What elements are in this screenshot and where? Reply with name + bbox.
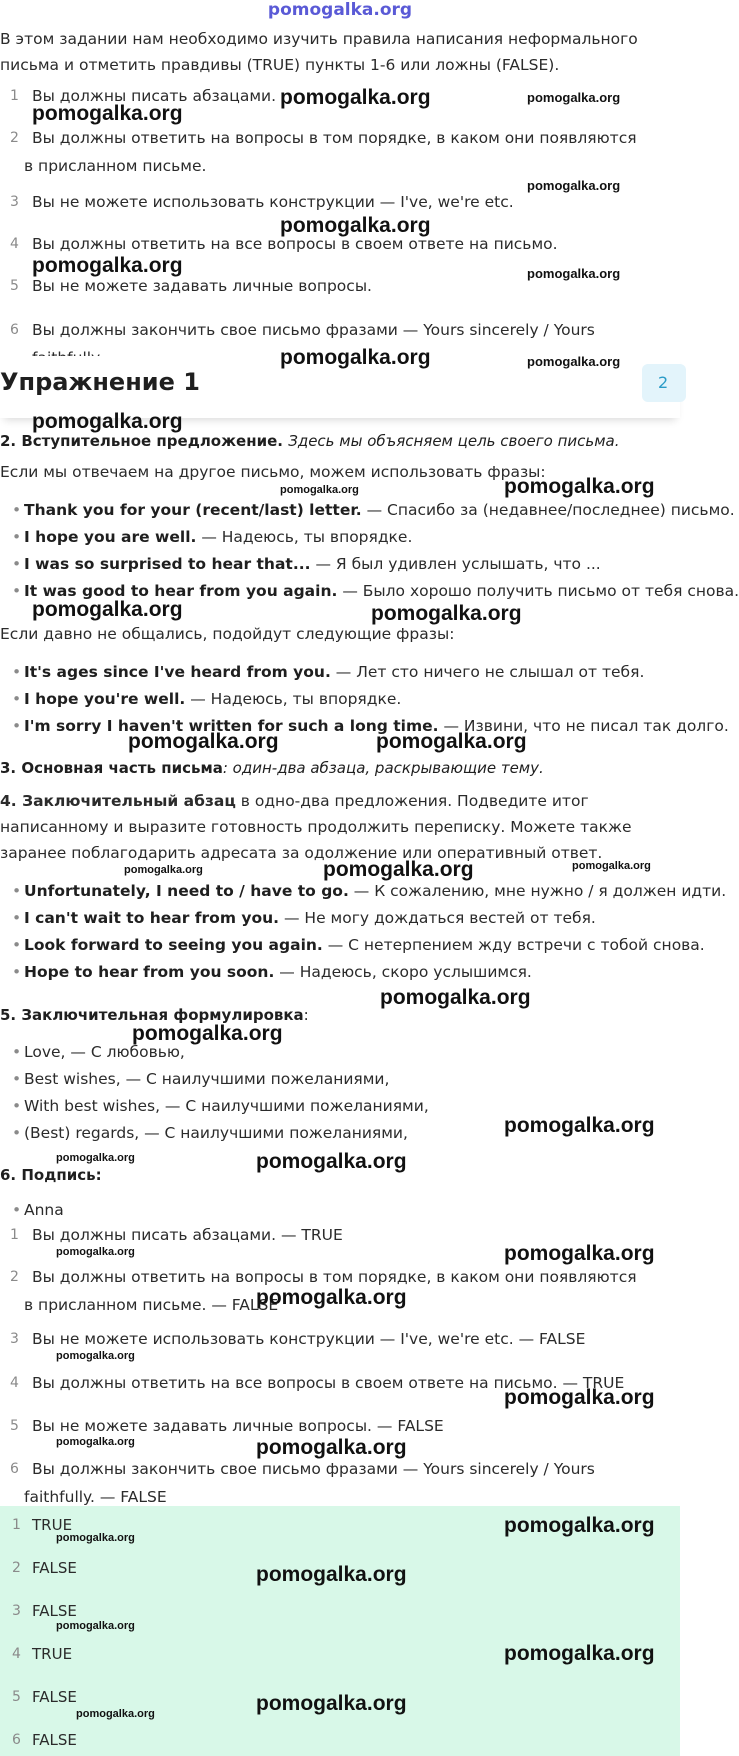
- phrase-en: Look forward to seeing you again.: [24, 936, 323, 954]
- phrase-en: Thank you for your (recent/last) letter.: [24, 501, 362, 519]
- exercise-title: Упражнение 1: [0, 368, 200, 396]
- watermark: pomogalka.org: [527, 178, 621, 193]
- section-5-colon: :: [303, 1006, 309, 1024]
- phrase-ru: — Спасибо за (недавнее/последнее) письмо.: [366, 501, 735, 519]
- sign-off: With best wishes, — С наилучшими пожеланиями,: [24, 1097, 429, 1115]
- bullet-icon: •: [12, 582, 22, 600]
- phrase-en: I can't wait to hear from you.: [24, 909, 280, 927]
- statement-number: 1: [10, 88, 19, 104]
- phrase-ru: — Лет сто ничего не слышал от тебя.: [335, 663, 645, 681]
- bullet-icon: •: [12, 882, 22, 900]
- phrase-en: Unfortunately, I need to / have to go.: [24, 882, 349, 900]
- phrase-en: I'm sorry I haven't written for such a long time.: [24, 717, 439, 735]
- bullet-icon: •: [12, 663, 22, 681]
- watermark: pomogalka.org: [76, 1708, 155, 1720]
- answer-value: FALSE: [32, 1602, 77, 1620]
- watermark: pomogalka.org: [504, 1386, 655, 1409]
- bullet-icon: •: [12, 690, 22, 708]
- watermark: pomogalka.org: [504, 1514, 655, 1537]
- watermark: pomogalka.org: [323, 858, 474, 881]
- watermark: pomogalka.org: [32, 254, 183, 277]
- statement-text: Вы должны закончить свое письмо фразами — Yours sincerely / Yours: [32, 321, 595, 339]
- watermark: pomogalka.org: [376, 730, 527, 753]
- statement-text: Вы должны закончить свое письмо фразами — Yours sincerely / Yours faithfully. — FALSE: [24, 1460, 595, 1506]
- sign-off: Best wishes, — С наилучшими пожеланиями,: [24, 1070, 390, 1088]
- phrase-en: I hope you're well.: [24, 690, 186, 708]
- phrase-en: I hope you are well.: [24, 528, 197, 546]
- bullet-icon: •: [12, 936, 22, 954]
- bullet-icon: •: [12, 909, 22, 927]
- phrase-en: It's ages since I've heard from you.: [24, 663, 331, 681]
- bullet-icon: •: [12, 717, 22, 735]
- watermark: pomogalka.org: [56, 1350, 135, 1362]
- watermark: pomogalka.org: [371, 602, 522, 625]
- bullet-icon: •: [12, 555, 22, 573]
- phrase-en: Hope to hear from you soon.: [24, 963, 275, 981]
- watermark: pomogalka.org: [504, 1114, 655, 1137]
- watermark: pomogalka.org: [280, 214, 431, 237]
- watermark: pomogalka.org: [572, 860, 651, 872]
- answer-value: FALSE: [32, 1731, 77, 1749]
- statement-text: Вы должны писать абзацами. — TRUE: [32, 1226, 343, 1244]
- statement-number: 3: [10, 1331, 19, 1347]
- bullet-icon: •: [12, 1097, 22, 1115]
- answer-number: 5: [12, 1689, 21, 1705]
- bullet-icon: •: [12, 1201, 22, 1219]
- signature: Anna: [24, 1201, 64, 1219]
- section-3-heading: 3. Основная часть письма: [0, 759, 223, 777]
- phrase-en: It was good to hear from you again.: [24, 582, 338, 600]
- watermark: pomogalka.org: [280, 346, 431, 369]
- watermark: pomogalka.org: [527, 90, 621, 105]
- intro-text: В этом задании нам необходимо изучить правила написания неформального письма и отметить правдивы (TRUE) пункты 1-6 или ложны (FALSE).: [0, 30, 638, 74]
- watermark: pomogalka.org: [56, 1436, 135, 1448]
- bullet-icon: •: [12, 501, 22, 519]
- statement-text: Вы не можете задавать личные вопросы.: [32, 277, 372, 295]
- section-4-heading: 4. Заключительный абзац: [0, 792, 236, 810]
- statement-number: 5: [10, 278, 19, 294]
- bullet-icon: •: [12, 1124, 22, 1142]
- watermark: pomogalka.org: [128, 730, 279, 753]
- watermark: pomogalka.org: [504, 1642, 655, 1665]
- watermark: pomogalka.org: [56, 1152, 135, 1164]
- statement-number: 5: [10, 1418, 19, 1434]
- watermark: pomogalka.org: [256, 1563, 407, 1586]
- section-5-heading: 5. Заключительная формулировка: [0, 1006, 304, 1024]
- statement-text: Вы должны ответить на все вопросы в своем ответе на письмо. — TRUE: [32, 1374, 625, 1392]
- watermark: pomogalka.org: [280, 86, 431, 109]
- statement-number: 2: [10, 130, 19, 146]
- list-item: [0, 1197, 676, 1219]
- watermark: pomogalka.org: [32, 102, 183, 125]
- phrase-ru: — Было хорошо получить письмо от тебя снова.: [342, 582, 739, 600]
- statement-number: 6: [10, 322, 19, 338]
- phrase-en: I was so surprised to hear that...: [24, 555, 311, 573]
- bullet-icon: •: [12, 963, 22, 981]
- phrase-ru: — К сожалению, мне нужно / я должен идти.: [353, 882, 727, 900]
- watermark: pomogalka.org: [56, 1246, 135, 1258]
- statement-text: Вы должны писать абзацами.: [32, 87, 277, 105]
- phrase-ru: — Надеюсь, ты впорядке.: [201, 528, 413, 546]
- phrase-ru: — Не могу дождаться вестей от тебя.: [284, 909, 596, 927]
- watermark: pomogalka.org: [256, 1150, 407, 1173]
- statement-text: Вы не можете задавать личные вопросы. — FALSE: [32, 1417, 444, 1435]
- statement-number: 2: [10, 1269, 19, 1285]
- watermark: pomogalka.org: [32, 410, 183, 433]
- phrase-ru: — Извини, что не писал так долго.: [443, 717, 729, 735]
- statement-number: 3: [10, 194, 19, 210]
- answer-number: 4: [12, 1646, 21, 1662]
- section-4-paragraph: [0, 788, 676, 866]
- watermark: pomogalka.org: [380, 986, 531, 1009]
- statement-number: 4: [10, 236, 19, 252]
- exercise-number-tab[interactable]: 2: [642, 364, 686, 402]
- watermark: pomogalka.org: [256, 1692, 407, 1715]
- statement-text: Вы не можете использовать конструкции — I've, we're etc. — FALSE: [32, 1330, 586, 1348]
- answer-number: 3: [12, 1603, 21, 1619]
- bullet-icon: •: [12, 528, 22, 546]
- section-6-heading: 6. Подпись:: [0, 1166, 102, 1184]
- phrase-ru: — Надеюсь, ты впорядке.: [190, 690, 402, 708]
- bullet-icon: •: [12, 1043, 22, 1061]
- reply-intro: Если мы отвечаем на другое письмо, можем использовать фразы:: [0, 463, 546, 481]
- answer-value: TRUE: [32, 1516, 73, 1534]
- sign-off: (Best) regards, — С наилучшими пожеланиями,: [24, 1124, 408, 1142]
- watermark: pomogalka.org: [256, 1286, 407, 1309]
- statement-text: Вы должны ответить на вопросы в том порядке, в каком они появляются в присланном письме. — FALSE: [24, 1268, 637, 1314]
- section-3-note: : один-два абзаца, раскрывающие тему.: [222, 759, 544, 777]
- statement-number: 6: [10, 1461, 19, 1477]
- statement-number: 1: [10, 1227, 19, 1243]
- watermark: pomogalka.org: [56, 1532, 135, 1544]
- watermark: pomogalka.org: [280, 484, 359, 496]
- section-2-heading: 2. Вступительное предложение.: [0, 432, 283, 450]
- statement-text: Вы должны ответить на все вопросы в своем ответе на письмо.: [32, 235, 558, 253]
- watermark: pomogalka.org: [504, 475, 655, 498]
- bullet-icon: •: [12, 1070, 22, 1088]
- statement-text: Вы не можете использовать конструкции — I've, we're etc.: [32, 193, 514, 211]
- answer-number: 2: [12, 1560, 21, 1576]
- sign-off: Love, — С любовью,: [24, 1043, 185, 1061]
- phrase-ru: — С нетерпением жду встречи с тобой снова.: [327, 936, 705, 954]
- phrase-ru: — Надеюсь, скоро услышимся.: [279, 963, 532, 981]
- watermark: pomogalka.org: [504, 1242, 655, 1265]
- statement-number: 4: [10, 1375, 19, 1391]
- watermark: pomogalka.org: [124, 864, 203, 876]
- section-4-text: в одно-два предложения. Подведите итог написанному и выразите готовность продолжить переписку. Можете также заранее поблагодарить адресата за одолжение или оперативный ответ.: [0, 792, 632, 862]
- section-2-note: Здесь мы объясняем цель своего письма.: [288, 432, 620, 450]
- watermark: pomogalka.org: [527, 266, 621, 281]
- answer-value: TRUE: [32, 1645, 73, 1663]
- watermark: pomogalka.org: [132, 1022, 283, 1045]
- answer-value: FALSE: [32, 1559, 77, 1577]
- statement-text: Вы должны ответить на вопросы в том порядке, в каком они появляются в присланном письме.: [24, 129, 637, 175]
- answer-number: 1: [12, 1517, 21, 1533]
- top-watermark: pomogalka.org: [267, 0, 413, 20]
- section-heading: [0, 756, 544, 780]
- answer-number: 6: [12, 1732, 21, 1748]
- watermark: pomogalka.org: [256, 1436, 407, 1459]
- phrase-ru: — Я был удивлен услышать, что ...: [315, 555, 601, 573]
- long-intro: Если давно не общались, подойдут следующие фразы:: [0, 625, 455, 643]
- watermark: pomogalka.org: [56, 1620, 135, 1632]
- watermark: pomogalka.org: [32, 598, 183, 621]
- watermark: pomogalka.org: [527, 354, 621, 369]
- answer-value: FALSE: [32, 1688, 77, 1706]
